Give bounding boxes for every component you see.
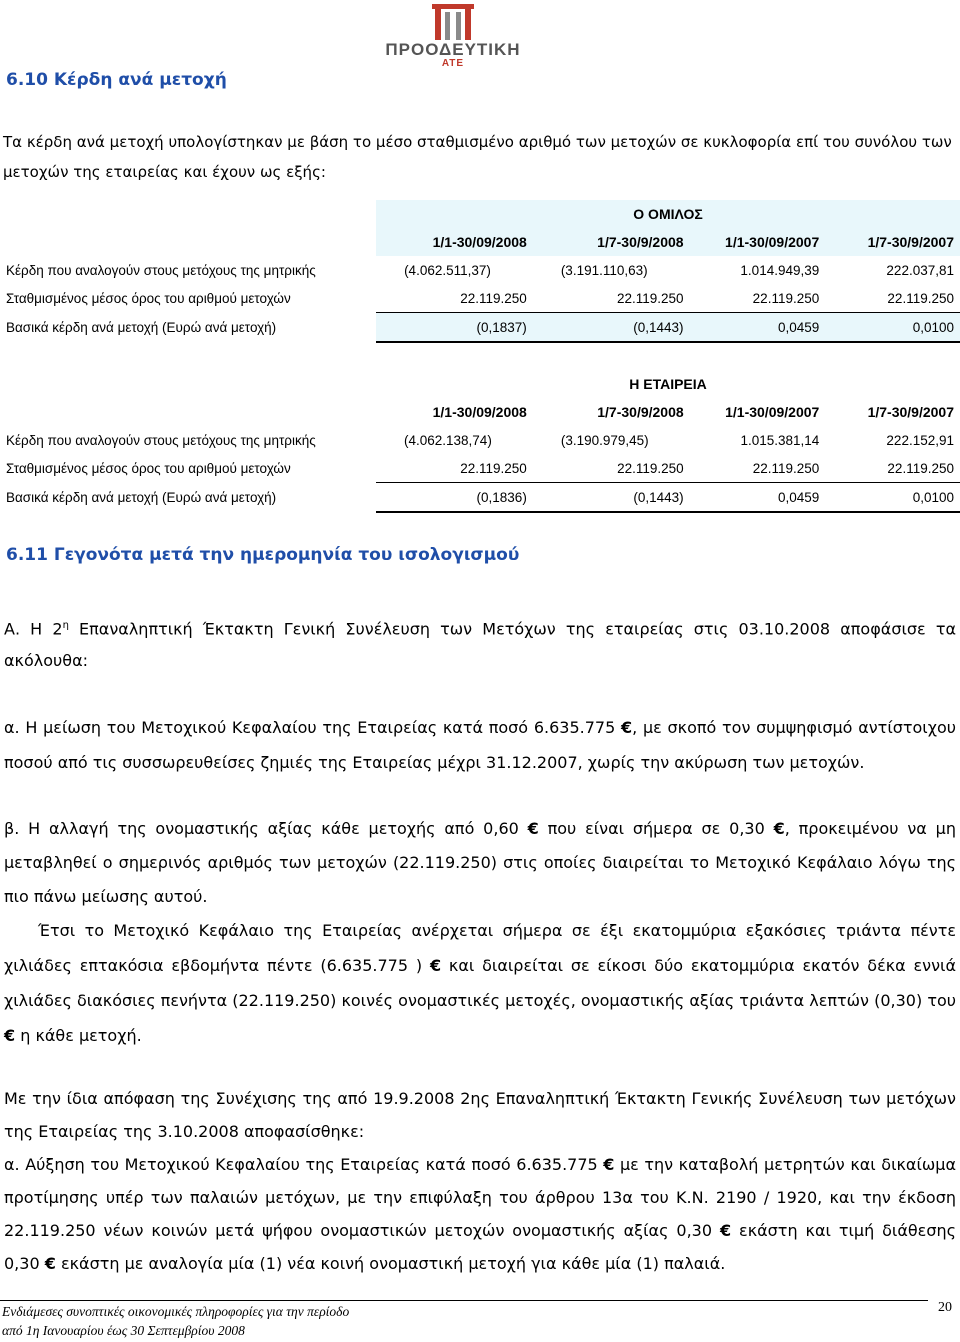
row-label: Βασικά κέρδη ανά μετοχή (Ευρώ ανά μετοχή): [6, 319, 277, 335]
section-heading-6-11: 6.11 Γεγονότα μετά την ημερομηνία του ισολογισμού: [6, 545, 520, 565]
intro-paragraph: Τα κέρδη ανά μετοχή υπολογίστηκαν με βάση το μέσο σταθμισμένο αριθμό των μετοχών σε κυκλοφορία επί του συνόλου των μετοχών της εταιρείας και έχουν ως εξής:: [3, 133, 952, 181]
period-header: 1/7-30/9/2007: [825, 228, 960, 256]
footer-divider: [0, 1300, 928, 1301]
period-header: 1/1-30/09/2008: [376, 228, 533, 256]
table-cell: 22.119.250: [616, 290, 684, 306]
row-label: Σταθμισμένος μέσος όρος του αριθμού μετοχών: [6, 460, 291, 476]
capital-text: και διαιρείται σε είκοσι δύο εκατομμύρια εκατόν δέκα εννιά χιλιάδες διακόσιες πενήντα (22.119.250) κοινές ονομαστικές μετοχές, ονομαστικής αξίας τριάντα λεπτών (0,30) του: [4, 956, 956, 1010]
table-cell: 22.119.250: [617, 460, 684, 476]
item-a-text: , με σκοπό τον συμψηφισμό αντίστοιχου ποσού από τις συσσωρευθείσες ζημιές της Εταιρείας μέχρι 31.12.2007, χωρίς την ακύρωση των μετοχών.: [4, 718, 956, 772]
period-header: 1/7-30/9/2008: [533, 228, 690, 256]
euro-icon: €: [621, 718, 633, 737]
footer-line-2: από 1η Ιανουαρίου έως 30 Σεπτεμβρίου 2008: [2, 1323, 245, 1338]
row-label: Σταθμισμένος μέσος όρος του αριθμού μετοχών: [6, 290, 291, 306]
table-cell: 22.119.250: [752, 290, 820, 306]
item-b: [4, 812, 956, 914]
item-b-text: , προκειμένου να μη μεταβληθεί ο σημερινός αριθμός των μετοχών (22.119.250) στις οποίες διαιρείται το Μετοχικό Κεφάλαιο λόγω της πιο πάνω μείωσης αυτού.: [4, 819, 957, 906]
company-logo: [348, 4, 558, 68]
paragraph-a: [4, 610, 956, 677]
footer-line-1: Ενδιάμεσες συνοπτικές οικονομικές πληροφορίες για την περίοδο: [2, 1304, 350, 1319]
table-cell: (4.062.511,37): [404, 262, 491, 278]
table-cell: 1.015.381,14: [740, 432, 820, 448]
euro-icon: €: [773, 819, 785, 838]
euro-icon: €: [719, 1221, 732, 1240]
footer: [2, 1302, 349, 1340]
table-cell: (0,1837): [376, 313, 533, 343]
table-cell: (3.190.979,45): [560, 432, 649, 448]
euro-icon: €: [429, 956, 442, 975]
row-label: Βασικά κέρδη ανά μετοχή (Ευρώ ανά μετοχή): [6, 489, 277, 505]
decision-text: α. Αύξηση του Μετοχικού Κεφαλαίου της Εταιρείας κατά ποσό 6.635.775: [4, 1155, 604, 1174]
table-cell: 0,0100: [825, 313, 960, 343]
table-cell: 22.119.250: [887, 460, 954, 476]
table-title: Η ΕΤΑΙΡΕΙΑ: [629, 376, 707, 392]
capital-text: η κάθε μετοχή.: [15, 1026, 142, 1045]
table-cell: 222.152,91: [886, 432, 954, 448]
table-cell: (0,1443): [533, 483, 690, 513]
decision-text: εκάστη και τιμή διάθεσης 0,30: [4, 1221, 957, 1273]
table-cell: 22.119.250: [752, 460, 820, 476]
item-b-text: που είναι σήμερα σε 0,30: [538, 819, 774, 838]
period-header: 1/7-30/9/2007: [867, 404, 954, 420]
decision-paragraph: Με την ίδια απόφαση της Συνέχισης της από 19.9.2008 2ης Επαναληπτική Έκτακτη Γενικής Συνέλευση των μετόχων της Εταιρείας της 3.10.2008 αποφασίσθηκε:: [4, 1089, 956, 1141]
table-row: [0, 284, 960, 313]
decision-text: εκάστη με αναλογία μία (1) νέα κοινή ονομαστική μετοχή για κάθε μία (1) παλαιά.: [55, 1254, 726, 1273]
table-cell: 22.119.250: [460, 460, 527, 476]
row-label: Κέρδη που αναλογούν στους μετόχους της μητρικής: [6, 262, 316, 278]
logo-sub: ΑΤΕ: [441, 58, 465, 69]
table-row: [0, 454, 960, 483]
euro-icon: €: [527, 819, 539, 838]
decision-item-a: [4, 1148, 956, 1280]
period-header: 1/1-30/09/2007: [725, 404, 820, 420]
table-cell: 0,0459: [690, 313, 826, 343]
item-b-text: β. Η αλλαγή της ονομαστικής αξίας κάθε μετοχής από 0,60: [4, 819, 528, 838]
table-cell: 22.119.250: [887, 290, 954, 306]
page-number: 20: [938, 1300, 952, 1315]
period-header: 1/1-30/09/2007: [690, 228, 826, 256]
euro-icon: €: [44, 1254, 56, 1273]
table-title: Ο ΟΜΙΛΟΣ: [376, 200, 960, 228]
table-row: [0, 256, 960, 284]
table-cell: (4.062.138,74): [404, 432, 492, 448]
table-cell: 0,0459: [690, 483, 826, 513]
table-cell: 0,0100: [825, 483, 960, 513]
table-cell: 222.037,81: [886, 262, 954, 278]
table-cell: 22.119.250: [460, 290, 527, 306]
item-a-text: α. Η μείωση του Μετοχικού Κεφαλαίου της Εταιρείας κατά ποσό 6.635.775: [4, 718, 621, 737]
period-header: 1/7-30/9/2008: [597, 404, 684, 420]
capital-text: Έτσι το Μετοχικό Κεφάλαιο της Εταιρείας ανέρχεται σήμερα σε έξι εκατομμύρια εξακόσιες τριάντα πέντε χιλιάδες επτακόσια εβδομήντα πέντε (6.635.775 ): [4, 921, 956, 975]
table-cell: (0,1836): [376, 483, 533, 513]
section-heading-6-10: 6.10 Κέρδη ανά μετοχή: [6, 70, 227, 90]
logo-name: ΠΡΟΟΔΕΥΤΙΚΗ: [385, 40, 521, 59]
euro-icon: €: [603, 1155, 615, 1174]
paragraph-a-post: Επαναληπτική Έκτακτη Γενική Συνέλευση των Μετόχων της εταιρείας στις 03.10.2008 αποφάσισε τα ακόλουθα:: [4, 619, 956, 671]
row-label: Κέρδη που αναλογούν στους μετόχους της μητρικής: [6, 432, 316, 448]
item-a: [4, 710, 956, 780]
period-header: 1/1-30/09/2008: [432, 404, 527, 420]
capital-paragraph: [4, 913, 956, 1053]
paragraph-a-sup: η: [62, 620, 69, 631]
paragraph-a-pre: Α. Η 2: [4, 619, 63, 639]
eps-table-company: [0, 370, 960, 513]
table-cell: (3.191.110,63): [560, 262, 648, 278]
table-row: [0, 483, 960, 513]
logo-mark-icon: [430, 4, 476, 40]
table-row: [0, 313, 960, 343]
decision-text: με την καταβολή μετρητών και δικαίωμα προτίμησης υπέρ των παλαιών μετόχων, με την επιφύλαξη του άρθρου 13α του Κ.Ν. 2190 / 1920, και την έκδοση 22.119.250 νέων κοινών μετά ψήφου ονομαστικών μετοχών ονομαστικής αξίας 0,30: [4, 1155, 957, 1240]
eps-table-group: [0, 200, 960, 343]
euro-icon: €: [4, 1026, 16, 1045]
table-row: [0, 426, 960, 454]
table-cell: 1.014.949,39: [740, 262, 820, 278]
table-cell: (0,1443): [533, 313, 690, 343]
